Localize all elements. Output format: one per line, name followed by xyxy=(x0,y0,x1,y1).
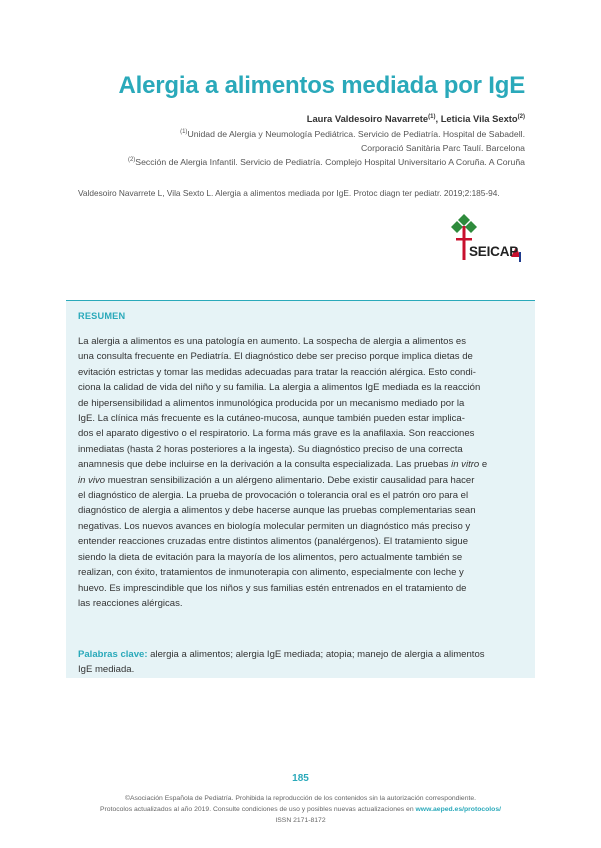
logo-text: SEICAP xyxy=(469,244,519,259)
seicap-logo xyxy=(448,212,534,262)
abstract-line: negativas. Los nuevos avances en biología molecular permiten un diagnóstico más preciso y xyxy=(78,520,471,532)
abstract-italic: in vitro xyxy=(451,459,480,471)
author-affiliation-mark: (1) xyxy=(428,113,436,120)
author-name: Laura Valdesoiro Navarrete xyxy=(306,113,429,124)
abstract-line: diagnóstico de alergia a alimentos y debe hacerse aunque las pruebas complementarias sean xyxy=(78,505,476,517)
abstract-line: una consulta frecuente en Pediatría. El diagnóstico debe ser preciso porque implica dietas de xyxy=(78,351,473,363)
abstract-line-text: e xyxy=(479,459,488,471)
abstract-line xyxy=(78,457,524,472)
keywords-line: IgE mediada. xyxy=(78,664,135,676)
article-title: Alergia a alimentos mediada por IgE xyxy=(118,72,525,99)
abstract-line: La alergia a alimentos es una patología en aumento. La sospecha de alergia a alimentos es xyxy=(78,336,466,347)
footer-issn: ISSN 2171-8172 xyxy=(275,817,326,824)
author-affiliation-mark: (2) xyxy=(517,113,525,120)
abstract-text xyxy=(78,334,524,611)
abstract-line: evitación estrictas y tomar las medidas adecuadas para tratar la reacción alérgica. Esto condi- xyxy=(78,366,476,378)
footer-text: Protocolos actualizados al año 2019. Consulte condiciones de uso y posibles nuevas actualizaciones en xyxy=(100,806,416,813)
authors xyxy=(307,113,525,124)
keywords-label: Palabras clave: xyxy=(78,649,148,660)
page-number: 185 xyxy=(292,773,309,784)
footer-protocol-note xyxy=(0,806,601,813)
affiliation-text: Sección de Alergia Infantil. Servicio de Pediatría. Complejo Hospital Universitario A Coruña. A Coruña xyxy=(135,157,525,167)
affiliation-line xyxy=(128,157,525,167)
abstract-line: de hipersensibilidad a alimentos inmunológica producida por un mecanismo mediado por la xyxy=(78,397,465,409)
abstract-line: las reacciones alérgicas. xyxy=(78,597,183,609)
abstract-line: huevo. Es imprescindible que los niños y sus familias estén entrenados en el tratamiento de xyxy=(78,582,467,594)
abstract-line xyxy=(78,473,524,488)
keywords-line xyxy=(78,647,524,662)
citation: Valdesoiro Navarrete L, Vila Sexto L. Alergia a alimentos mediada por IgE. Protoc diagn ter pediatr. 2019;2:185-94. xyxy=(78,188,500,198)
affiliation-text: Unidad de Alergia y Neumología Pediátrica. Servicio de Pediatría. Hospital de Sabadell. xyxy=(187,129,525,139)
abstract-line-text: muestran sensibilización a un alérgeno alimentario. Debe existir causalidad para hacer xyxy=(105,474,475,486)
affiliation-mark: (2) xyxy=(127,157,136,164)
abstract-line: IgE. La clínica más frecuente es la cutáneo-mucosa, aunque también pueden estar implica- xyxy=(78,413,465,425)
abstract-line: ciona la calidad de vida del niño y su familia. La alergia a alimentos IgE mediada es la reacción xyxy=(78,382,481,394)
abstract-heading: RESUMEN xyxy=(78,311,126,321)
affiliation-line xyxy=(361,143,525,153)
footer-copyright: ©Asociación Española de Pediatría. Prohibida la reproducción de los contenidos sin la autorización correspondiente. xyxy=(124,795,477,802)
affiliation-text: Corporació Sanitària Parc Taulí. Barcelona xyxy=(360,143,525,153)
abstract-line: inmediatas (hasta 2 horas posteriores a la ingesta). Su diagnóstico preciso de una correcta xyxy=(78,443,463,455)
keywords xyxy=(78,647,524,678)
abstract-line: entender reacciones cruzadas entre distintos alimentos (panalérgenos). El tratamiento sigue xyxy=(78,536,469,548)
author-name: Leticia Vila Sexto xyxy=(440,113,518,124)
protocols-link[interactable]: www.aeped.es/protocolos/ xyxy=(415,806,501,813)
keywords-text: alergia a alimentos; alergia IgE mediada; atopia; manejo de alergia a alimentos xyxy=(147,649,485,660)
author-separator: , xyxy=(435,113,441,124)
affiliation-line xyxy=(180,129,525,139)
abstract-line: realizan, con éxito, tratamientos de inmunoterapia con alimento, especialmente con leche y xyxy=(78,567,464,579)
abstract-line-text: anamnesis que debe incluirse en la derivación a la consulta especializada. Las pruebas xyxy=(78,459,452,471)
abstract-line: el diagnóstico de alergia. La prueba de provocación o tolerancia oral es el patrón oro para el xyxy=(78,490,469,502)
abstract-line: siendo la dieta de evitación para la mayoría de los alimentos, pero actualmente también se xyxy=(78,551,463,563)
affiliation-mark: (1) xyxy=(180,129,188,136)
abstract-line: dos el aparato digestivo o el respiratorio. La forma más grave es la anafilaxia. Son reacciones xyxy=(78,428,475,440)
abstract-italic: in vivo xyxy=(78,474,106,486)
